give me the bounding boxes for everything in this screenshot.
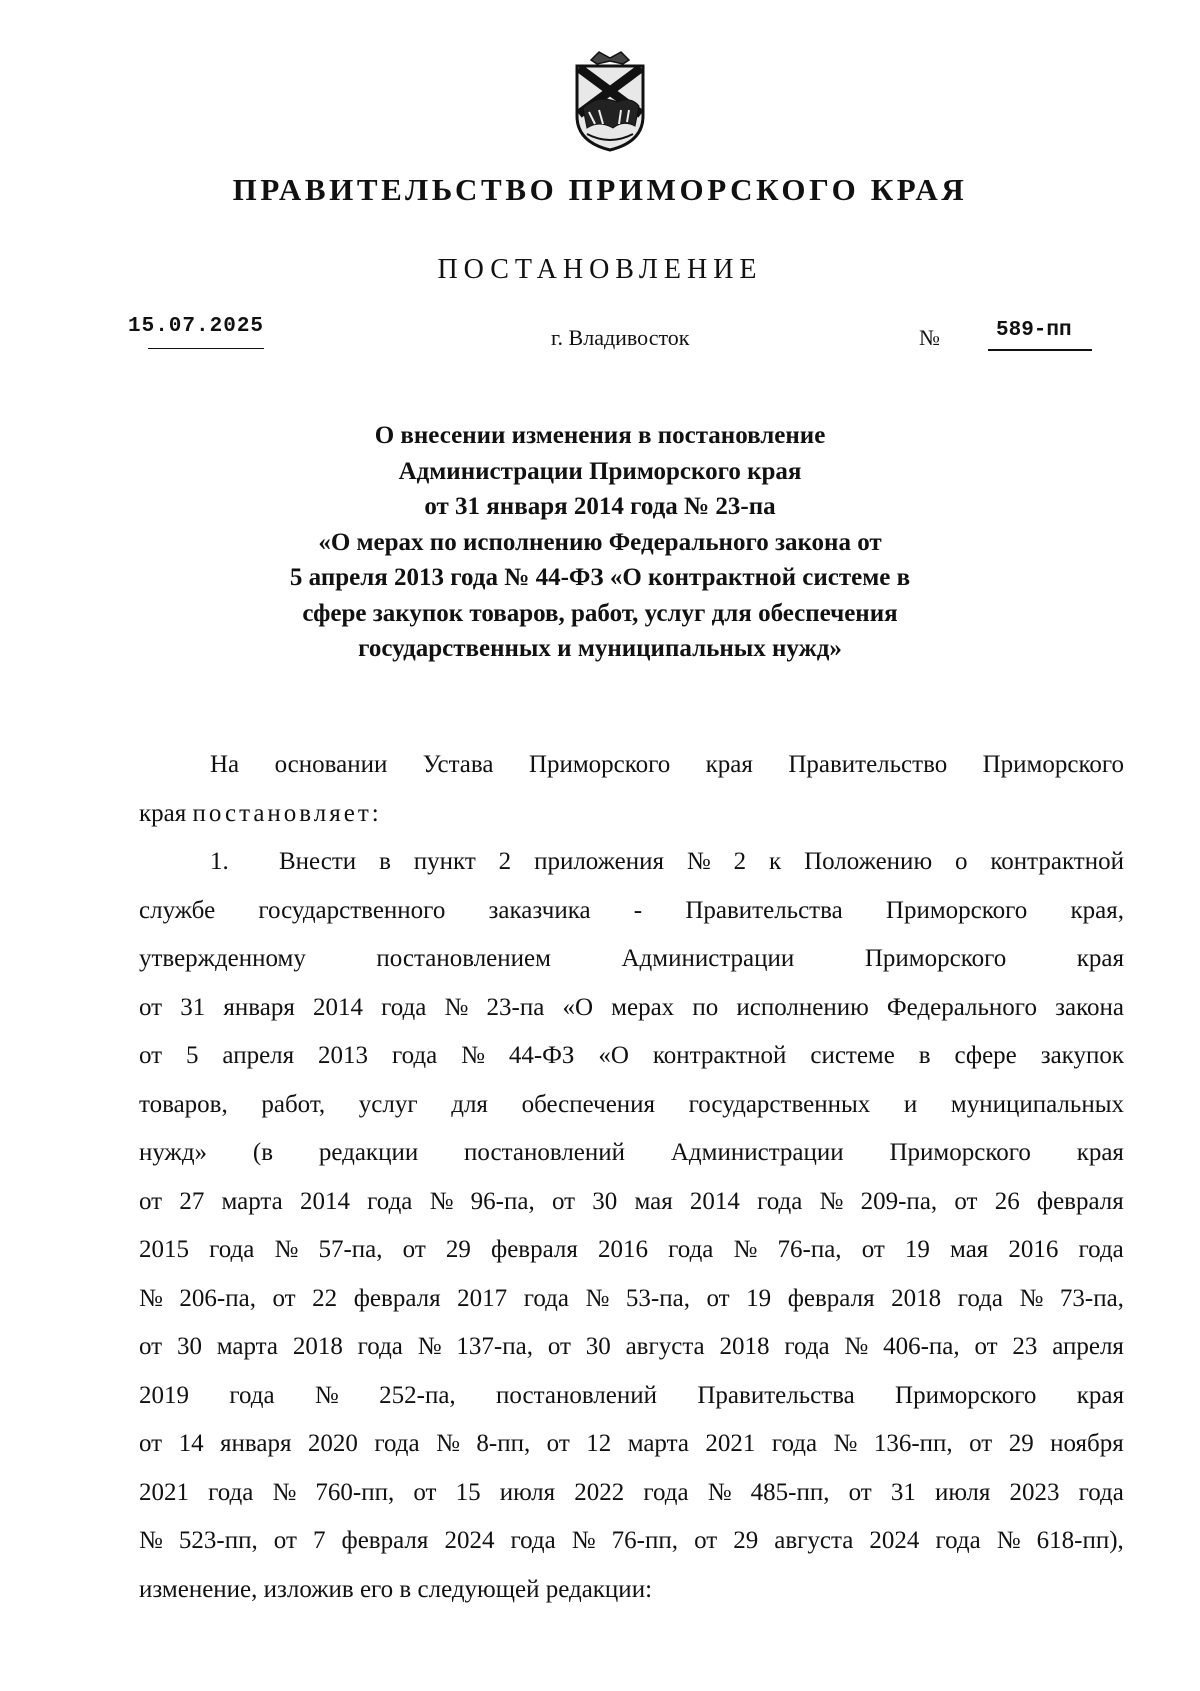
word: № <box>461 1042 485 1069</box>
word: № <box>1019 1284 1044 1312</box>
word: 57-па, <box>318 1236 383 1263</box>
body-line <box>139 1469 1124 1518</box>
body-line <box>139 984 1124 1033</box>
word: Внести <box>279 848 357 875</box>
word: 523-пп, <box>178 1527 258 1554</box>
word: года <box>357 1333 403 1360</box>
word: 2021 <box>139 1478 189 1506</box>
word: № <box>417 1333 442 1360</box>
word: 406-па, <box>883 1333 960 1360</box>
word: № <box>314 1381 339 1409</box>
word: года <box>757 1187 803 1215</box>
word: Администрации <box>621 945 795 972</box>
word: 2018 <box>891 1284 942 1312</box>
heading-line: государственных и муниципальных нужд» <box>358 635 842 662</box>
word: товаров, <box>139 1090 228 1118</box>
word: Правительство <box>788 751 948 778</box>
word: 2019 <box>139 1381 189 1409</box>
word: февраля <box>353 1284 441 1312</box>
word: № <box>139 1284 163 1312</box>
word: № <box>585 1284 610 1312</box>
word: № <box>707 1478 732 1506</box>
word: 27 <box>179 1187 205 1215</box>
word: 485-пп, <box>750 1478 830 1506</box>
word: 96-па, <box>470 1187 535 1215</box>
word: 2020 <box>307 1430 358 1457</box>
word: края, <box>1070 896 1124 924</box>
word: мая <box>634 1187 673 1215</box>
word: года <box>209 1236 255 1263</box>
word: 30 <box>585 1333 611 1360</box>
word: 136-пп, <box>873 1430 953 1457</box>
word: года <box>208 1478 254 1506</box>
word: 31 <box>180 993 206 1021</box>
word: февраля <box>1036 1187 1124 1215</box>
word: от <box>139 1187 163 1215</box>
word: государственного <box>258 896 446 924</box>
word: от <box>272 1284 296 1312</box>
word: 29 <box>445 1236 471 1263</box>
word: года <box>523 1284 569 1312</box>
word: в <box>918 1042 931 1069</box>
word: 23-па <box>486 993 545 1021</box>
word: услуг <box>358 1090 418 1118</box>
body-line <box>139 790 1124 839</box>
word: от <box>546 1430 570 1457</box>
word: «О <box>562 993 594 1021</box>
word: года <box>957 1284 1003 1312</box>
word: 29 <box>733 1527 759 1554</box>
document-number: 589-пп <box>996 319 1072 342</box>
word: 2 <box>733 848 747 875</box>
body-text-fragment: края <box>139 799 187 827</box>
word: постановлений <box>464 1139 626 1166</box>
word: пункт <box>413 848 476 875</box>
word: от <box>402 1236 426 1263</box>
heading-line: сфере закупок товаров, работ, услуг для обеспечения <box>302 599 898 627</box>
word: 2016 <box>598 1236 649 1263</box>
word: года <box>367 1187 413 1215</box>
word: № <box>819 1187 844 1215</box>
word: марта <box>627 1430 689 1457</box>
word: 53-па, <box>625 1284 690 1312</box>
word: года <box>510 1527 556 1554</box>
word: 19 <box>746 1284 772 1312</box>
body-line <box>139 1129 1124 1178</box>
word: февраля <box>787 1284 875 1312</box>
body-line <box>139 741 1124 790</box>
word: апреля <box>222 1042 295 1069</box>
word: августа <box>625 1333 705 1360</box>
word: от <box>974 1333 998 1360</box>
word: 14 <box>178 1430 204 1457</box>
word: 30 <box>176 1333 202 1360</box>
word: 2017 <box>457 1284 508 1312</box>
word: сфере <box>954 1042 1017 1069</box>
word: нужд» <box>139 1139 208 1166</box>
word: № <box>686 848 711 875</box>
document-date: 15.07.2025 <box>128 315 265 338</box>
word: 30 <box>592 1187 618 1215</box>
heading-line: «О мерах по исполнению Федерального закона от <box>318 528 882 556</box>
word: января <box>223 993 295 1021</box>
number-label: № <box>919 325 940 350</box>
body-line <box>139 1420 1124 1469</box>
word: по <box>692 993 719 1021</box>
body-line <box>139 1032 1124 1081</box>
list-item-first-line <box>139 838 1124 887</box>
word: 29 <box>1008 1430 1034 1457</box>
word: 7 <box>312 1527 326 1554</box>
word: 2024 <box>444 1527 495 1554</box>
word: обеспечения <box>521 1090 656 1118</box>
organization-title: ПРАВИТЕЛЬСТВО ПРИМОРСКОГО КРАЯ <box>232 172 968 207</box>
word: работ, <box>261 1090 326 1118</box>
body-line <box>139 1226 1124 1275</box>
word: Федерального <box>886 993 1037 1021</box>
word: от <box>413 1478 437 1506</box>
word: 137-па, <box>456 1333 533 1360</box>
word: 2024 <box>869 1527 920 1554</box>
word: от <box>848 1478 872 1506</box>
word: 26 <box>994 1187 1020 1215</box>
word: в <box>379 848 391 875</box>
word: года <box>374 1430 420 1457</box>
word: февраля <box>491 1236 578 1263</box>
resolves-word: постановляет: <box>192 799 382 827</box>
word: контрактной <box>652 1042 787 1069</box>
word: № <box>844 1333 869 1360</box>
word: 2013 <box>318 1042 369 1069</box>
word: от <box>706 1284 730 1312</box>
word: № <box>996 1527 1021 1554</box>
word: года <box>1078 1478 1124 1506</box>
word: Устава <box>422 751 494 778</box>
word: от <box>861 1236 885 1263</box>
word: от <box>547 1333 571 1360</box>
word: мая <box>950 1236 989 1263</box>
word: 2018 <box>292 1333 343 1360</box>
word: 2015 <box>139 1236 189 1263</box>
word: января <box>220 1430 292 1457</box>
word: № <box>429 1187 454 1215</box>
body-line <box>139 1323 1124 1372</box>
item-number: 1. <box>210 848 229 875</box>
word: года <box>1078 1236 1124 1263</box>
body-line <box>139 1372 1124 1421</box>
number-underline <box>988 349 1092 351</box>
word: 2022 <box>574 1478 625 1506</box>
word: года <box>391 1042 438 1069</box>
word: февраля <box>341 1527 429 1554</box>
coat-of-arms-emblem <box>569 50 651 154</box>
body-line <box>139 887 1124 936</box>
word: Приморского <box>885 896 1028 924</box>
word: государственных <box>688 1090 871 1118</box>
word: 5 <box>186 1042 199 1069</box>
body-line <box>139 1517 1124 1566</box>
word: 252-па, <box>379 1381 456 1409</box>
body-text-fragment <box>279 838 1124 887</box>
document-heading <box>0 418 1200 667</box>
word: постановлением <box>376 945 551 972</box>
word: № <box>833 1430 858 1457</box>
body-line <box>139 1275 1124 1324</box>
word: исполнению <box>736 993 869 1021</box>
word: 23 <box>1012 1333 1038 1360</box>
word: Приморского <box>895 1381 1037 1409</box>
word: редакции <box>318 1139 419 1166</box>
word: от <box>273 1527 297 1554</box>
word: 209-па, <box>860 1187 938 1215</box>
word: (в <box>252 1139 274 1166</box>
word: 12 <box>586 1430 612 1457</box>
word: от <box>694 1527 718 1554</box>
word: Правительства <box>685 896 843 924</box>
word: закона <box>1055 993 1124 1021</box>
word: № <box>139 1527 163 1554</box>
word: заказчика <box>488 896 591 924</box>
heading-line: 5 апреля 2013 года № 44-ФЗ «О контрактной системе в <box>289 564 911 591</box>
word: № <box>571 1527 596 1554</box>
word: 2 <box>498 848 512 875</box>
word: Приморского <box>528 751 671 778</box>
word: марта <box>216 1333 279 1360</box>
word: 760-пп, <box>315 1478 395 1506</box>
word: года <box>784 1333 830 1360</box>
word: утвержденному <box>139 945 306 972</box>
word: 8-пп, <box>476 1430 531 1457</box>
word: июля <box>499 1478 556 1506</box>
word: № <box>274 1236 299 1263</box>
word: года <box>935 1527 981 1554</box>
word: апреля <box>1052 1333 1124 1360</box>
word: от <box>139 993 163 1021</box>
document-type: ПОСТАНОВЛЕНИЕ <box>437 254 763 285</box>
word: от <box>954 1187 978 1215</box>
word: Приморского <box>982 751 1124 778</box>
word: ноября <box>1050 1430 1124 1457</box>
word: 206-па, <box>179 1284 256 1312</box>
word: о <box>955 848 968 875</box>
word: № <box>272 1478 297 1506</box>
word: 15 <box>455 1478 481 1506</box>
word: 73-па, <box>1059 1284 1124 1312</box>
word: 31 <box>890 1478 916 1506</box>
word: года <box>643 1478 689 1506</box>
date-underline <box>148 348 264 349</box>
word: 2023 <box>1009 1478 1060 1506</box>
word: августа <box>774 1527 854 1554</box>
word: 76-па, <box>777 1236 842 1263</box>
word: 76-пп, <box>611 1527 679 1554</box>
word: для <box>451 1090 488 1118</box>
word: Администрации <box>670 1139 844 1166</box>
word: Приморского <box>864 945 1007 972</box>
body-line <box>139 1178 1124 1227</box>
word: № <box>444 993 469 1021</box>
word: и <box>903 1090 918 1118</box>
word: «О <box>598 1042 629 1069</box>
word: Приморского <box>889 1139 1031 1166</box>
word: июля <box>934 1478 991 1506</box>
word: системе <box>810 1042 895 1069</box>
word: контрактной <box>990 848 1124 875</box>
word: края <box>1076 945 1124 972</box>
word: 2014 <box>689 1187 740 1215</box>
word: 2018 <box>719 1333 770 1360</box>
word: к <box>769 848 782 875</box>
word: года <box>668 1236 714 1263</box>
word: края <box>1076 1381 1124 1409</box>
word: Правительства <box>697 1381 855 1409</box>
word: 44-ФЗ <box>508 1042 575 1069</box>
word: мерах <box>611 993 675 1021</box>
word: от <box>139 1430 163 1457</box>
word: закупок <box>1040 1042 1124 1069</box>
body-line: изменение, изложив его в следующей редакции: <box>139 1575 653 1603</box>
word: года <box>381 993 427 1021</box>
word: от <box>139 1042 163 1069</box>
word: Положению <box>804 848 933 875</box>
word: № <box>733 1236 758 1263</box>
word: муниципальных <box>950 1090 1124 1118</box>
word: основании <box>274 751 388 778</box>
document-city: г. Владивосток <box>551 325 690 350</box>
word: от <box>139 1333 163 1360</box>
word: 2014 <box>312 993 363 1021</box>
word: 2014 <box>299 1187 350 1215</box>
word: 2021 <box>705 1430 756 1457</box>
body-line <box>139 935 1124 984</box>
word: 19 <box>904 1236 930 1263</box>
word: 618-пп), <box>1036 1527 1124 1554</box>
word: службе <box>139 896 216 924</box>
word: от <box>969 1430 993 1457</box>
document-body <box>139 741 1124 1614</box>
word: приложения <box>534 848 664 875</box>
word: постановлений <box>496 1381 658 1409</box>
word: 2016 <box>1008 1236 1059 1263</box>
word: от <box>551 1187 576 1215</box>
heading-line: О внесении изменения в постановление <box>374 422 826 449</box>
word: края <box>1076 1139 1124 1166</box>
word: - <box>633 896 643 924</box>
body-line <box>139 1081 1124 1130</box>
heading-line: от 31 января 2014 года № 23-па <box>424 493 776 520</box>
word: года <box>229 1381 275 1409</box>
word: На <box>210 751 240 778</box>
word: края <box>705 751 753 778</box>
word: года <box>771 1430 818 1457</box>
heading-line: Администрации Приморского края <box>398 457 802 485</box>
word: марта <box>221 1187 283 1215</box>
word: 22 <box>312 1284 338 1312</box>
word: № <box>436 1430 460 1457</box>
